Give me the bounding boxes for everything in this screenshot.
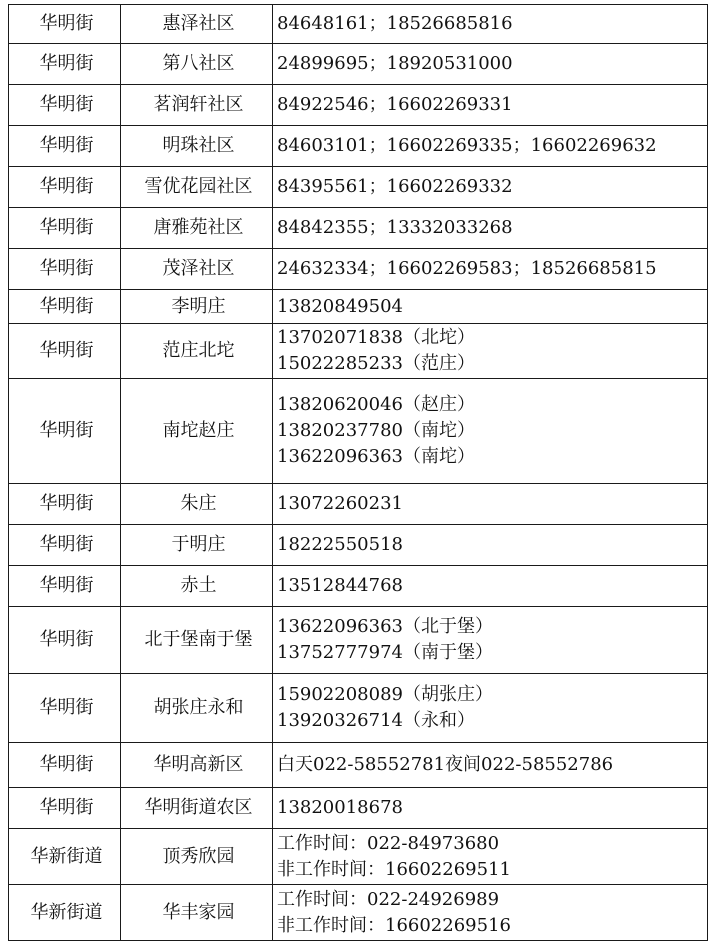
street-cell: 华明街 (9, 566, 121, 607)
phone-cell (273, 566, 708, 607)
phone-line: 15022285233（范庄） (277, 353, 475, 374)
street-cell: 华明街 (9, 484, 121, 525)
street-cell: 华明街 (9, 167, 121, 208)
community-cell: 茗润轩社区 (121, 85, 273, 126)
street-cell: 华新街道 (9, 829, 121, 885)
table-row (9, 249, 708, 290)
table-row (9, 324, 708, 379)
community-cell: 赤土 (121, 566, 273, 607)
street-cell: 华明街 (9, 208, 121, 249)
table-row (9, 44, 708, 85)
phone-line: 非工作时间：16602269516 (277, 914, 511, 936)
table-row (9, 167, 708, 208)
phone-line: 24632334；16602269583；18526685815 (277, 258, 657, 279)
community-cell: 第八社区 (121, 44, 273, 85)
table-row (9, 484, 708, 525)
phone-cell (273, 829, 708, 885)
community-cell: 朱庄 (121, 484, 273, 525)
table-row (9, 566, 708, 607)
phone-line: 13820620046（赵庄） (277, 394, 475, 415)
table-row (9, 85, 708, 126)
table-row (9, 525, 708, 566)
phone-cell (273, 290, 708, 324)
phone-line: 13752777974（南于堡） (277, 642, 493, 663)
contact-table (8, 4, 708, 941)
phone-line: 13820018678 (277, 797, 403, 818)
table-row (9, 5, 708, 44)
community-cell: 明珠社区 (121, 126, 273, 167)
street-cell: 华明街 (9, 607, 121, 674)
street-cell: 华明街 (9, 126, 121, 167)
phone-line: 84842355；13332033268 (277, 217, 513, 238)
phone-cell (273, 208, 708, 249)
table-row (9, 607, 708, 674)
street-cell: 华明街 (9, 324, 121, 379)
phone-cell (273, 379, 708, 484)
street-cell: 华明街 (9, 788, 121, 829)
phone-line: 84395561；16602269332 (277, 176, 513, 197)
table-row (9, 126, 708, 167)
phone-line: 13072260231 (277, 493, 403, 514)
street-cell: 华明街 (9, 674, 121, 743)
street-cell: 华明街 (9, 85, 121, 126)
phone-line: 13622096363（南坨） (277, 446, 475, 467)
phone-line: 84922546；16602269331 (277, 94, 513, 115)
street-cell: 华新街道 (9, 885, 121, 941)
community-cell: 顶秀欣园 (121, 829, 273, 885)
phone-line: 84603101；16602269335；16602269632 (277, 135, 657, 156)
phone-cell (273, 607, 708, 674)
community-cell: 华明高新区 (121, 743, 273, 788)
phone-cell (273, 44, 708, 85)
table-row (9, 885, 708, 941)
phone-line: 15902208089（胡张庄） (277, 684, 493, 705)
street-cell: 华明街 (9, 249, 121, 290)
contact-table-body (9, 5, 708, 941)
phone-line: 非工作时间：16602269511 (277, 858, 511, 880)
phone-cell (273, 484, 708, 525)
phone-line: 13512844768 (277, 575, 403, 596)
street-cell: 华明街 (9, 5, 121, 44)
community-cell: 北于堡南于堡 (121, 607, 273, 674)
table-row (9, 674, 708, 743)
phone-cell (273, 743, 708, 788)
phone-line: 24899695；18920531000 (277, 53, 513, 74)
community-cell: 华丰家园 (121, 885, 273, 941)
table-row (9, 788, 708, 829)
phone-line: 白天022-58552781夜间022-58552786 (277, 754, 614, 775)
table-row (9, 208, 708, 249)
phone-cell (273, 249, 708, 290)
community-cell: 胡张庄永和 (121, 674, 273, 743)
street-cell: 华明街 (9, 743, 121, 788)
table-row (9, 743, 708, 788)
street-cell: 华明街 (9, 44, 121, 85)
community-cell: 茂泽社区 (121, 249, 273, 290)
street-cell: 华明街 (9, 525, 121, 566)
phone-line: 13920326714（永和） (277, 710, 475, 731)
community-cell: 唐雅苑社区 (121, 208, 273, 249)
table-row (9, 379, 708, 484)
table-row (9, 290, 708, 324)
street-cell: 华明街 (9, 290, 121, 324)
phone-cell (273, 85, 708, 126)
phone-line: 84648161；18526685816 (277, 13, 513, 34)
phone-cell (273, 167, 708, 208)
phone-line: 工作时间：022-24926989 (277, 888, 500, 910)
street-cell: 华明街 (9, 379, 121, 484)
phone-cell (273, 126, 708, 167)
table-row (9, 829, 708, 885)
phone-line: 13622096363（北于堡） (277, 616, 493, 637)
phone-cell (273, 885, 708, 941)
phone-line: 18222550518 (277, 534, 403, 555)
phone-line: 13820237780（南坨） (277, 420, 475, 441)
phone-cell (273, 324, 708, 379)
phone-line: 13820849504 (277, 295, 403, 317)
community-cell: 华明街道农区 (121, 788, 273, 829)
community-cell: 惠泽社区 (121, 5, 273, 44)
community-cell: 雪优花园社区 (121, 167, 273, 208)
phone-cell (273, 674, 708, 743)
phone-cell (273, 5, 708, 44)
community-cell: 南坨赵庄 (121, 379, 273, 484)
community-cell: 范庄北坨 (121, 324, 273, 379)
phone-line: 13702071838（北坨） (277, 327, 475, 348)
phone-cell (273, 525, 708, 566)
phone-line: 工作时间：022-84973680 (277, 832, 500, 854)
community-cell: 于明庄 (121, 525, 273, 566)
community-cell: 李明庄 (121, 290, 273, 324)
phone-cell (273, 788, 708, 829)
